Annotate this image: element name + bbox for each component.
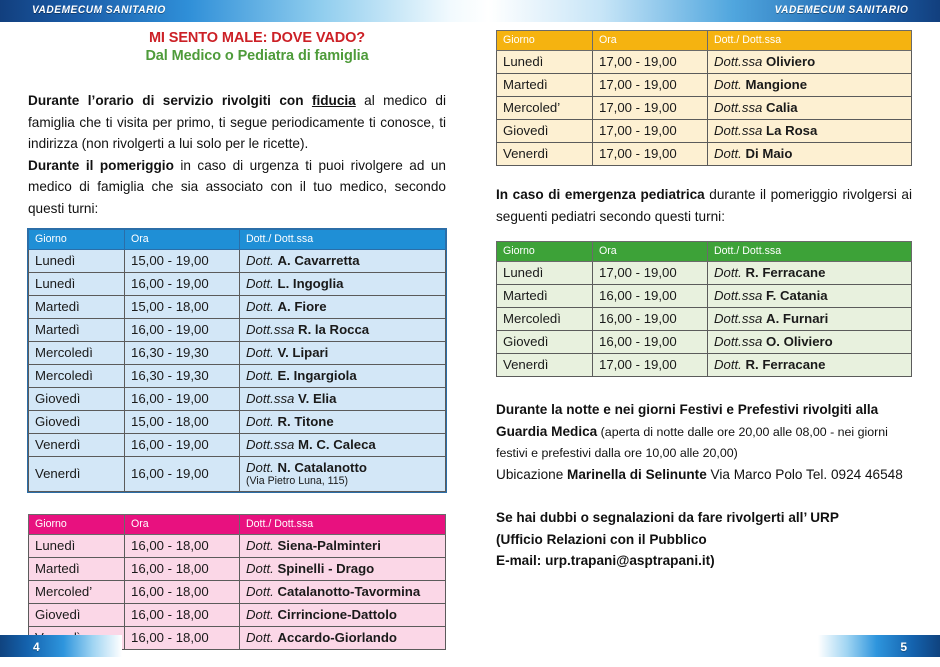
cell-giorno: Lunedì: [29, 535, 125, 558]
table-row: [497, 331, 912, 354]
table-continuita-assistenziale: [496, 30, 912, 166]
doctor-name: L. Ingoglia: [277, 276, 344, 291]
cell-giorno: Giovedì: [29, 411, 125, 434]
cell-dottore: [240, 627, 446, 650]
cell-giorno: Martedì: [29, 319, 125, 342]
doctor-title: Dott.ssa: [714, 54, 767, 69]
table-row: [29, 319, 446, 342]
cell-giorno: Venerdì: [497, 354, 593, 377]
cell-ora: 16,30 - 19,30: [125, 365, 240, 388]
doctor-name: Cirrincione-Dattolo: [277, 607, 397, 622]
doctor-name: R. Titone: [277, 414, 334, 429]
table-row: [497, 262, 912, 285]
header-title-right: VADEMECUM SANITARIO: [774, 4, 908, 16]
doctor-name: E. Ingargiola: [277, 368, 357, 383]
header-title-left: VADEMECUM SANITARIO: [32, 4, 166, 16]
doctor-title: Dott.ssa: [714, 334, 767, 349]
cell-ora: 16,00 - 19,00: [125, 457, 240, 492]
doctor-name: Calia: [766, 100, 798, 115]
cell-dottore: [708, 143, 912, 166]
table-pediatri-emergenza: [496, 241, 912, 377]
col-header-dottore: Dott./ Dott.ssa: [240, 230, 446, 250]
doctor-name: A. Cavarretta: [277, 253, 360, 268]
cell-ora: 15,00 - 19,00: [125, 250, 240, 273]
cell-ora: 16,00 - 18,00: [125, 604, 240, 627]
cell-ora: 17,00 - 19,00: [593, 143, 708, 166]
doctor-title: Dott.ssa: [246, 322, 299, 337]
doctor-title: Dott.ssa: [246, 437, 299, 452]
col-header-ora: Ora: [593, 242, 708, 262]
doctor-name: Di Maio: [745, 146, 793, 161]
guardia-medica-hours: (aperta di notte dalle ore 20,00 alle 08,00 - nei giorni festivi e prefestivi dalla ore 10,00 alle 20,00): [496, 424, 888, 460]
guardia-medica-location: [496, 464, 912, 486]
col-header-dottore: Dott./ Dott.ssa: [708, 242, 912, 262]
table-row: [497, 143, 912, 166]
doctor-title: Dott.ssa: [714, 311, 767, 326]
cell-dottore: [708, 308, 912, 331]
cell-ora: 15,00 - 18,00: [125, 411, 240, 434]
cell-ora: 16,00 - 19,00: [125, 319, 240, 342]
intro-paragraph-1: [28, 90, 446, 155]
cell-ora: 16,00 - 18,00: [125, 581, 240, 604]
table-medici-famiglia-pomeriggio: [28, 229, 446, 492]
cell-dottore: [240, 273, 446, 296]
doctor-name: Siena-Palminteri: [277, 538, 381, 553]
col-header-ora: Ora: [125, 230, 240, 250]
table-row: [29, 558, 446, 581]
doctor-name: M. C. Caleca: [298, 437, 376, 452]
cell-dottore: [240, 365, 446, 388]
doctor-title: Dott.: [246, 299, 278, 314]
doctor-name: Accardo-Giorlando: [277, 630, 397, 645]
table-row: [29, 604, 446, 627]
col-header-dottore: Dott./ Dott.ssa: [708, 31, 912, 51]
doctor-title: Dott.: [246, 538, 278, 553]
doctor-title: Dott.ssa: [714, 123, 767, 138]
ubicazione-place: Marinella di Selinunte: [567, 466, 707, 482]
doctor-title: Dott.: [246, 368, 278, 383]
page-number-right: 5: [900, 640, 907, 654]
table-row: [29, 411, 446, 434]
doctor-name: F. Catania: [766, 288, 828, 303]
cell-ora: 15,00 - 18,00: [125, 296, 240, 319]
doctor-title: Dott.: [714, 146, 746, 161]
cell-ora: 17,00 - 19,00: [593, 97, 708, 120]
cell-dottore: [240, 558, 446, 581]
table-row: [29, 388, 446, 411]
pediatric-emergency-paragraph: [496, 184, 912, 227]
intro-bold-2: Durante il pomeriggio: [28, 157, 174, 173]
table-header-row: [29, 515, 446, 535]
table-row: [497, 354, 912, 377]
table-row: [29, 535, 446, 558]
cell-giorno: Mercoledì: [29, 342, 125, 365]
cell-ora: 16,00 - 19,00: [593, 331, 708, 354]
cell-giorno: Martedì: [29, 558, 125, 581]
cell-giorno: Lunedì: [497, 262, 593, 285]
cell-dottore: [708, 97, 912, 120]
intro-paragraph-2: [28, 155, 446, 220]
page-number-left: 4: [33, 640, 40, 654]
table-row: [497, 51, 912, 74]
table-row: [497, 308, 912, 331]
ubicazione-label: Ubicazione: [496, 466, 568, 482]
cell-dottore: [240, 457, 446, 492]
cell-dottore: [708, 354, 912, 377]
cell-giorno: Mercoled’: [29, 581, 125, 604]
table-pediatri-gruppo: [28, 514, 446, 650]
table-row: [497, 120, 912, 143]
urp-paragraph: [496, 507, 912, 572]
intro-rest-1: al medico di famiglia che ti visita per primo, ti segue periodicamente ti conosce, ti indirizza (non rivolgerti a lui solo per le ricette).: [28, 93, 446, 151]
cell-giorno: Martedì: [497, 285, 593, 308]
table-row: [29, 434, 446, 457]
doctor-title: Dott.: [246, 607, 278, 622]
table-row: [29, 250, 446, 273]
doctor-title: Dott.: [714, 77, 746, 92]
doctor-name: Catalanotto-Tavormina: [277, 584, 421, 599]
table-row: [29, 365, 446, 388]
intro-bold-1: Durante l’orario di servizio rivolgiti con: [28, 93, 312, 108]
table-body-orange: [497, 51, 912, 166]
table-body-pink: [29, 535, 446, 650]
ubicazione-address: Via Marco Polo Tel. 0924 46548: [706, 466, 903, 482]
urp-line-3: E-mail: urp.trapani@asptrapani.it): [496, 553, 715, 568]
cell-giorno: Giovedì: [497, 331, 593, 354]
table-body-blue: [29, 250, 446, 492]
cell-dottore: [240, 581, 446, 604]
doctor-address-note: (Via Pietro Luna, 115): [246, 475, 349, 487]
cell-giorno: Venerdì: [29, 457, 125, 492]
cell-ora: 16,00 - 19,00: [593, 308, 708, 331]
cell-ora: 16,00 - 18,00: [125, 535, 240, 558]
cell-giorno: Giovedì: [29, 604, 125, 627]
doctor-name: A. Fiore: [277, 299, 327, 314]
cell-ora: 17,00 - 19,00: [593, 262, 708, 285]
cell-ora: 17,00 - 19,00: [593, 51, 708, 74]
doctor-name: A. Furnari: [766, 311, 829, 326]
doctor-title: Dott.ssa: [714, 100, 767, 115]
doctor-name: R. Ferracane: [745, 357, 826, 372]
col-header-giorno: Giorno: [29, 515, 125, 535]
cell-ora: 16,00 - 19,00: [125, 273, 240, 296]
cell-giorno: Lunedì: [497, 51, 593, 74]
table-body-green: [497, 262, 912, 377]
pediatric-bold: In caso di emergenza pediatrica: [496, 187, 705, 202]
page-title: MI SENTO MALE: DOVE VADO?: [148, 30, 366, 46]
doctor-title: Dott.ssa: [714, 288, 767, 303]
doctor-title: Dott.: [246, 414, 278, 429]
doctor-name: Oliviero: [766, 54, 816, 69]
doctor-title: Dott.: [246, 276, 278, 291]
col-header-giorno: Giorno: [29, 230, 125, 250]
table-row: [29, 581, 446, 604]
cell-giorno: Martedì: [497, 74, 593, 97]
table-row: [29, 296, 446, 319]
cell-ora: 16,00 - 19,00: [125, 434, 240, 457]
doctor-name: R. la Rocca: [298, 322, 370, 337]
cell-ora: 16,00 - 19,00: [125, 388, 240, 411]
col-header-dottore: Dott./ Dott.ssa: [240, 515, 446, 535]
doctor-title: Dott.: [246, 345, 278, 360]
cell-giorno: Venerdì: [497, 143, 593, 166]
cell-ora: 17,00 - 19,00: [593, 74, 708, 97]
cell-giorno: Mercoledì: [29, 365, 125, 388]
cell-giorno: Lunedì: [29, 273, 125, 296]
page-subtitle: Dal Medico o Pediatra di famiglia: [145, 48, 369, 64]
guardia-medica-bold: Durante la notte e nei giorni Festivi e Prefestivi rivolgiti alla Guardia Medica: [496, 402, 879, 439]
doctor-name: N. Catalanotto: [277, 460, 367, 475]
doctor-name: Spinelli - Drago: [277, 561, 375, 576]
cell-giorno: Giovedì: [497, 120, 593, 143]
doctor-title: Dott.: [714, 357, 746, 372]
cell-ora: 17,00 - 19,00: [593, 354, 708, 377]
cell-dottore: [240, 296, 446, 319]
cell-dottore: [708, 51, 912, 74]
col-header-ora: Ora: [125, 515, 240, 535]
table-row: [29, 457, 446, 492]
footer-band-right: [818, 635, 940, 657]
urp-line-1: Se hai dubbi o segnalazioni da fare rivolgerti all’ URP: [496, 510, 839, 525]
cell-dottore: [240, 535, 446, 558]
doctor-name: V. Elia: [298, 391, 337, 406]
footer-band-left: [0, 635, 122, 657]
cell-dottore: [240, 604, 446, 627]
doctor-title: Dott.: [246, 630, 278, 645]
intro-rest-2: in caso di urgenza ti puoi rivolgere ad un medico di famiglia che sia associato con il tuo medico, secondo questi turni:: [28, 157, 446, 216]
doctor-name: Mangione: [745, 77, 808, 92]
doctor-title: Dott.: [246, 561, 278, 576]
doctor-title: Dott.: [714, 265, 746, 280]
cell-giorno: Lunedì: [29, 250, 125, 273]
cell-dottore: [240, 434, 446, 457]
col-header-ora: Ora: [593, 31, 708, 51]
cell-giorno: Giovedì: [29, 388, 125, 411]
cell-giorno: Mercoled’: [497, 97, 593, 120]
pediatric-rest: durante il pomeriggio rivolgersi ai seguenti pediatri secondo questi turni:: [496, 187, 912, 224]
doctor-name: O. Oliviero: [766, 334, 833, 349]
table-header-row: [497, 242, 912, 262]
cell-dottore: [240, 411, 446, 434]
cell-giorno: Martedì: [29, 296, 125, 319]
cell-dottore: [708, 331, 912, 354]
cell-dottore: [240, 388, 446, 411]
cell-dottore: [240, 250, 446, 273]
table-row: [29, 273, 446, 296]
cell-dottore: [240, 319, 446, 342]
table-row: [497, 74, 912, 97]
doctor-name: La Rosa: [766, 123, 818, 138]
doctor-name: V. Lipari: [277, 345, 329, 360]
cell-giorno: Venerdì: [29, 434, 125, 457]
intro-underline-fiducia: fiducia: [311, 93, 356, 108]
doctor-title: Dott.: [246, 460, 278, 475]
doctor-name: R. Ferracane: [745, 265, 826, 280]
cell-dottore: [708, 285, 912, 308]
cell-ora: 17,00 - 19,00: [593, 120, 708, 143]
cell-ora: 16,00 - 18,00: [125, 558, 240, 581]
cell-dottore: [240, 342, 446, 365]
cell-ora: 16,00 - 18,00: [125, 627, 240, 650]
table-row: [497, 97, 912, 120]
doctor-title: Dott.ssa: [246, 391, 299, 406]
col-header-giorno: Giorno: [497, 31, 593, 51]
cell-giorno: Mercoledì: [497, 308, 593, 331]
col-header-giorno: Giorno: [497, 242, 593, 262]
table-header-row: [497, 31, 912, 51]
table-header-row: [29, 230, 446, 250]
left-page-content: [28, 30, 446, 650]
table-row: [497, 285, 912, 308]
cell-dottore: [708, 74, 912, 97]
guardia-medica-paragraph: [496, 399, 912, 464]
cell-dottore: [708, 120, 912, 143]
cell-dottore: [708, 262, 912, 285]
cell-ora: 16,00 - 19,00: [593, 285, 708, 308]
cell-ora: 16,30 - 19,30: [125, 342, 240, 365]
doctor-title: Dott.: [246, 253, 278, 268]
table-row: [29, 342, 446, 365]
urp-line-2: (Ufficio Relazioni con il Pubblico: [496, 531, 707, 547]
right-page-content: [496, 30, 912, 572]
doctor-title: Dott.: [246, 584, 278, 599]
